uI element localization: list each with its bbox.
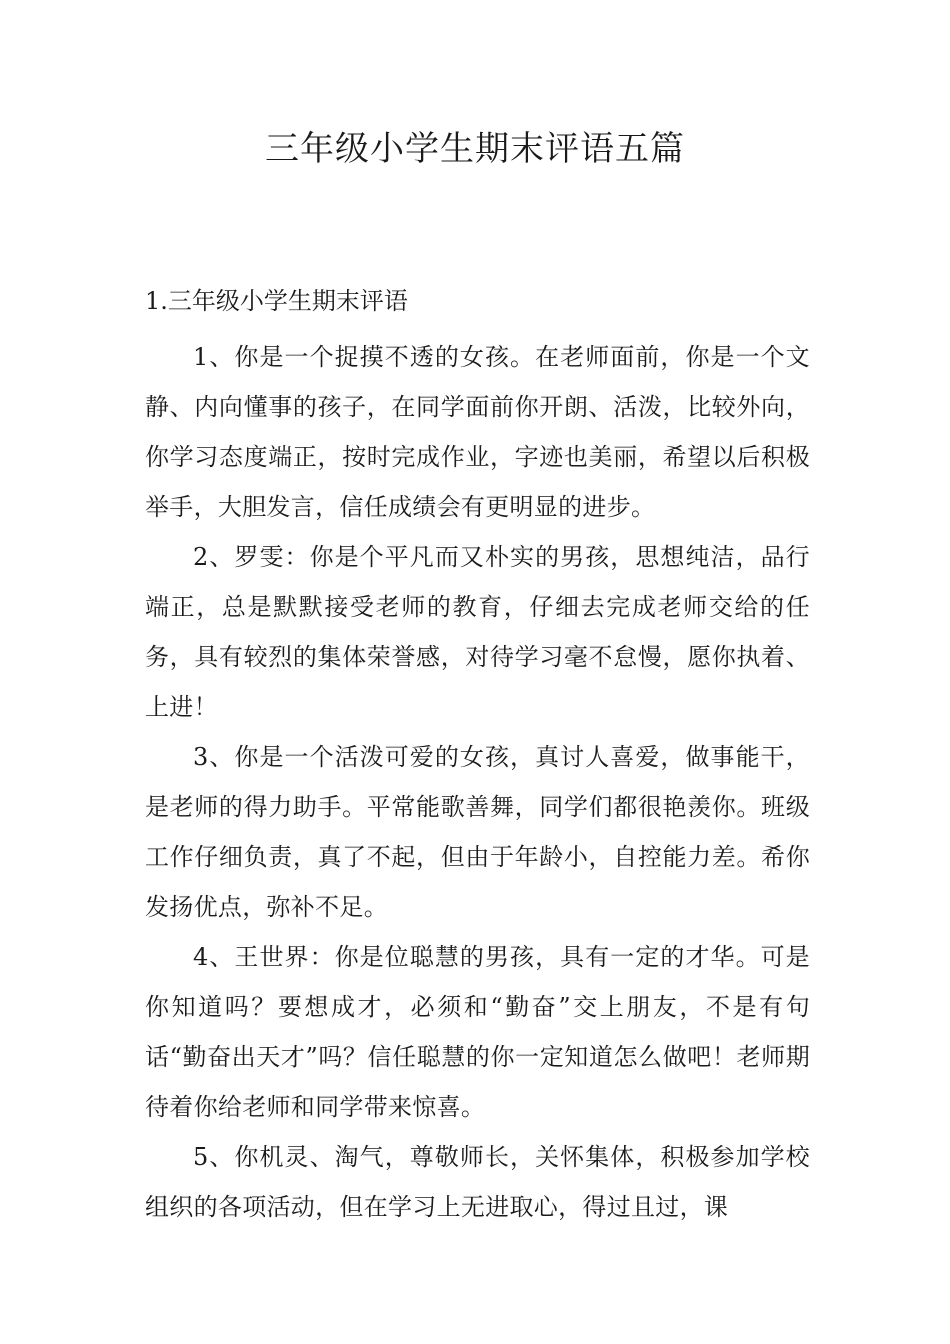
document-body — [145, 282, 810, 1232]
paragraph-1: 1、你是一个捉摸不透的女孩。在老师面前，你是一个文静、内向懂事的孩子，在同学面前你开朗、活泼，比较外向，你学习态度端正，按时完成作业，字迹也美丽，希望以后积极举手，大胆发言，信任成绩会有更明显的进步。 — [145, 343, 810, 521]
document-title: 三年级小学生期末评语五篇 — [265, 129, 685, 169]
paragraph-3: 3、你是一个活泼可爱的女孩，真讨人喜爱，做事能干，是老师的得力助手。平常能歌善舞，同学们都很艳羡你。班级工作仔细负责，真了不起，但由于年龄小，自控能力差。希你发扬优点，弥补不足。 — [145, 743, 810, 921]
paragraph-4: 4、王世界：你是位聪慧的男孩，具有一定的才华。可是你知道吗？要想成才，必须和“勤奋”交上朋友，不是有句话“勤奋出天才”吗？信任聪慧的你一定知道怎么做吧！老师期待着你给老师和同学带来惊喜。 — [145, 943, 810, 1121]
section-heading: 1.三年级小学生期末评语 — [145, 287, 408, 315]
paragraph-2: 2、罗雯：你是个平凡而又朴实的男孩，思想纯洁，品行端正，总是默默接受老师的教育，仔细去完成老师交给的任务，具有较烈的集体荣誉感，对待学习毫不怠慢，愿你执着、上进！ — [145, 543, 810, 721]
paragraph-5: 5、你机灵、淘气，尊敬师长，关怀集体，积极参加学校组织的各项活动，但在学习上无进取心，得过且过，课 — [145, 1143, 810, 1221]
